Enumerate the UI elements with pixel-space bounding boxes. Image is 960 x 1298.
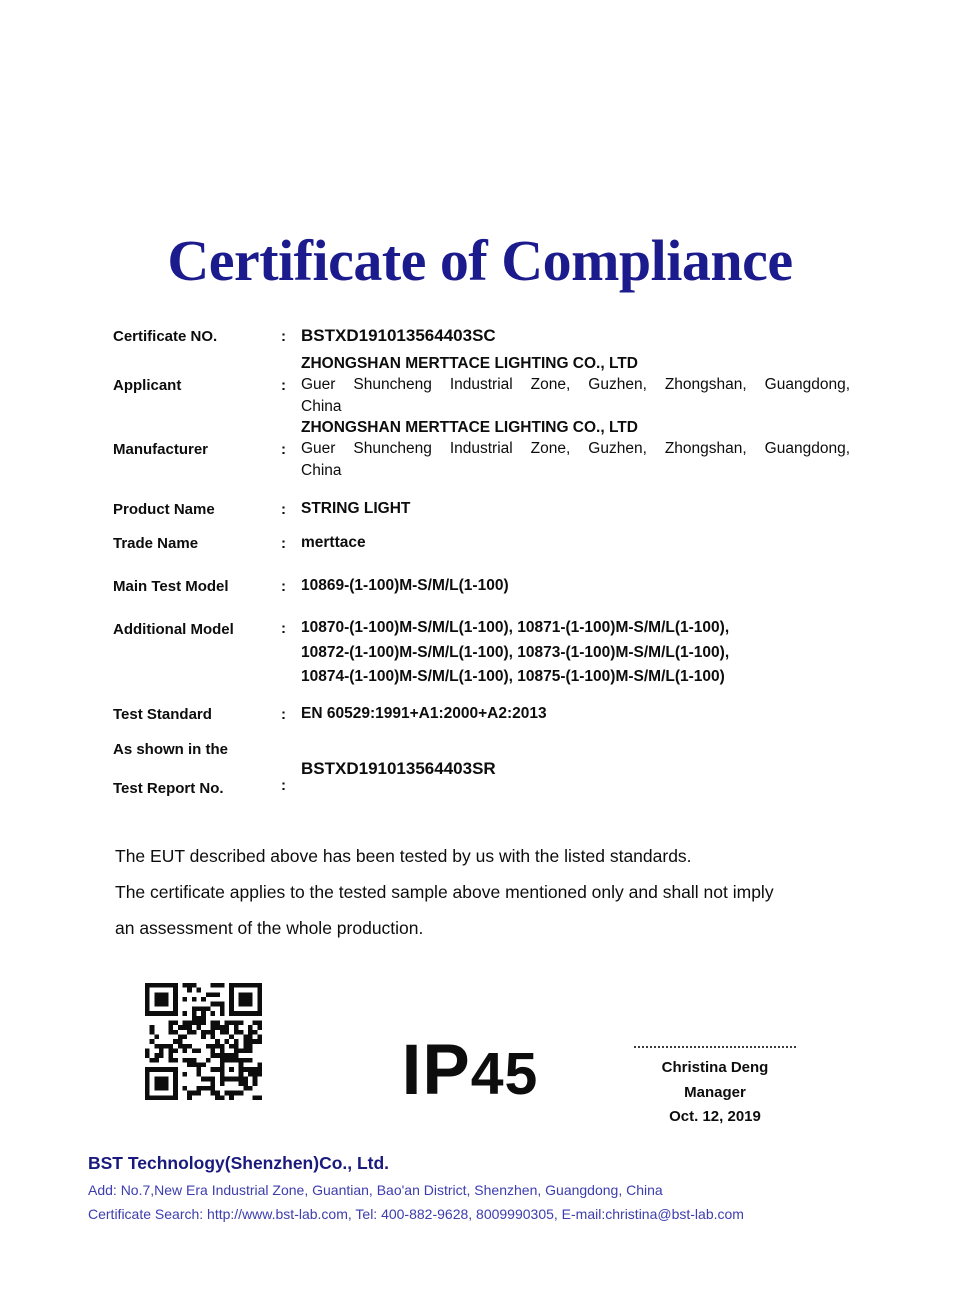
field-row-test-standard [113, 702, 850, 726]
field-row-test-report [113, 741, 850, 797]
field-colon: : [281, 705, 286, 723]
page-title: Certificate of Compliance [167, 228, 793, 293]
field-label: Main Test Model [113, 577, 229, 595]
statement-line2: The certificate applies to the tested sample above mentioned only and shall not imply [115, 882, 774, 902]
footer-contact: Certificate Search: http://www.bst-lab.com, Tel: 400-882-9628, 8009990305, E-mail:christina@bst-lab.com [88, 1206, 744, 1222]
signer-title: Manager [684, 1083, 746, 1101]
field-row-product-name [113, 497, 850, 521]
statement-paragraph [115, 838, 885, 946]
field-label: Trade Name [113, 534, 199, 552]
field-label [113, 741, 281, 797]
field-label: Applicant [113, 376, 182, 394]
manufacturer-address-line2: China [301, 461, 342, 479]
main-test-model-value: 10869-(1-100)M-S/M/L(1-100) [301, 577, 509, 594]
field-label: Additional Model [113, 621, 234, 638]
field-row-manufacturer [113, 416, 850, 482]
statement-line3: an assessment of the whole production. [115, 918, 424, 938]
manufacturer-value [301, 417, 850, 482]
ip-rating [300, 1030, 640, 1111]
ip-rating-prefix: IP [401, 1031, 471, 1110]
product-name-value: STRING LIGHT [301, 500, 411, 517]
applicant-value [301, 353, 850, 418]
additional-model-value [301, 616, 850, 690]
field-label: Manufacturer [113, 440, 209, 458]
field-colon: : [281, 327, 286, 345]
field-colon: : [281, 534, 286, 552]
test-report-label-line1: As shown in the [113, 741, 229, 758]
field-colon: : [281, 577, 286, 595]
footer [88, 1152, 888, 1223]
additional-model-line1: 10870-(1-100)M-S/M/L(1-100), 10871-(1-100)M-S/M/L(1-100), [301, 619, 730, 636]
additional-model-line3: 10874-(1-100)M-S/M/L(1-100), 10875-(1-100)M-S/M/L(1-100) [301, 668, 725, 685]
manufacturer-address-line1: Guer Shuncheng Industrial Zone, Guzhen, Zhongshan, Guangdong, [301, 440, 850, 458]
field-row-trade-name [113, 531, 850, 555]
footer-company-name: BST Technology(Shenzhen)Co., Ltd. [88, 1153, 390, 1173]
additional-model-line2: 10872-(1-100)M-S/M/L(1-100), 10873-(1-100)M-S/M/L(1-100), [301, 643, 730, 661]
applicant-company: ZHONGSHAN MERTTACE LIGHTING CO., LTD [301, 354, 638, 372]
field-label: Test Standard [113, 705, 212, 723]
test-standard-value: EN 60529:1991+A1:2000+A2:2013 [301, 705, 547, 722]
signer-name: Christina Deng [661, 1059, 769, 1076]
applicant-address-line1: Guer Shuncheng Industrial Zone, Guzhen, Zhongshan, Guangdong, [301, 376, 850, 394]
field-colon: : [281, 777, 286, 794]
field-row-main-test-model [113, 574, 850, 598]
signature-date: Oct. 12, 2019 [669, 1108, 761, 1125]
field-colon: : [281, 620, 286, 637]
field-colon: : [281, 500, 286, 518]
field-colon: : [281, 440, 286, 458]
signature-dotted-line [634, 1046, 796, 1048]
test-report-label-line2: Test Report No. [113, 780, 224, 797]
footer-address: Add: No.7,New Era Industrial Zone, Guantian, Bao'an District, Shenzhen, Guangdong, China [88, 1182, 663, 1198]
ip-rating-suffix: 45 [470, 1041, 539, 1107]
field-row-additional-model [113, 616, 850, 690]
applicant-address-line2: China [301, 397, 342, 415]
field-colon: : [281, 376, 286, 394]
test-report-number: BSTXD191013564403SR [301, 759, 496, 778]
field-row-certificate-no [113, 322, 850, 350]
field-label: Certificate NO. [113, 327, 218, 345]
field-row-applicant [113, 352, 850, 418]
trade-name-value: merttace [301, 534, 366, 551]
manufacturer-company: ZHONGSHAN MERTTACE LIGHTING CO., LTD [301, 418, 638, 436]
certificate-number: BSTXD191013564403SC [301, 326, 496, 345]
field-label: Product Name [113, 500, 215, 518]
signature-block [615, 1046, 815, 1130]
qr-code-icon [145, 983, 262, 1100]
statement-line1: The EUT described above has been tested by us with the listed standards. [115, 846, 692, 866]
